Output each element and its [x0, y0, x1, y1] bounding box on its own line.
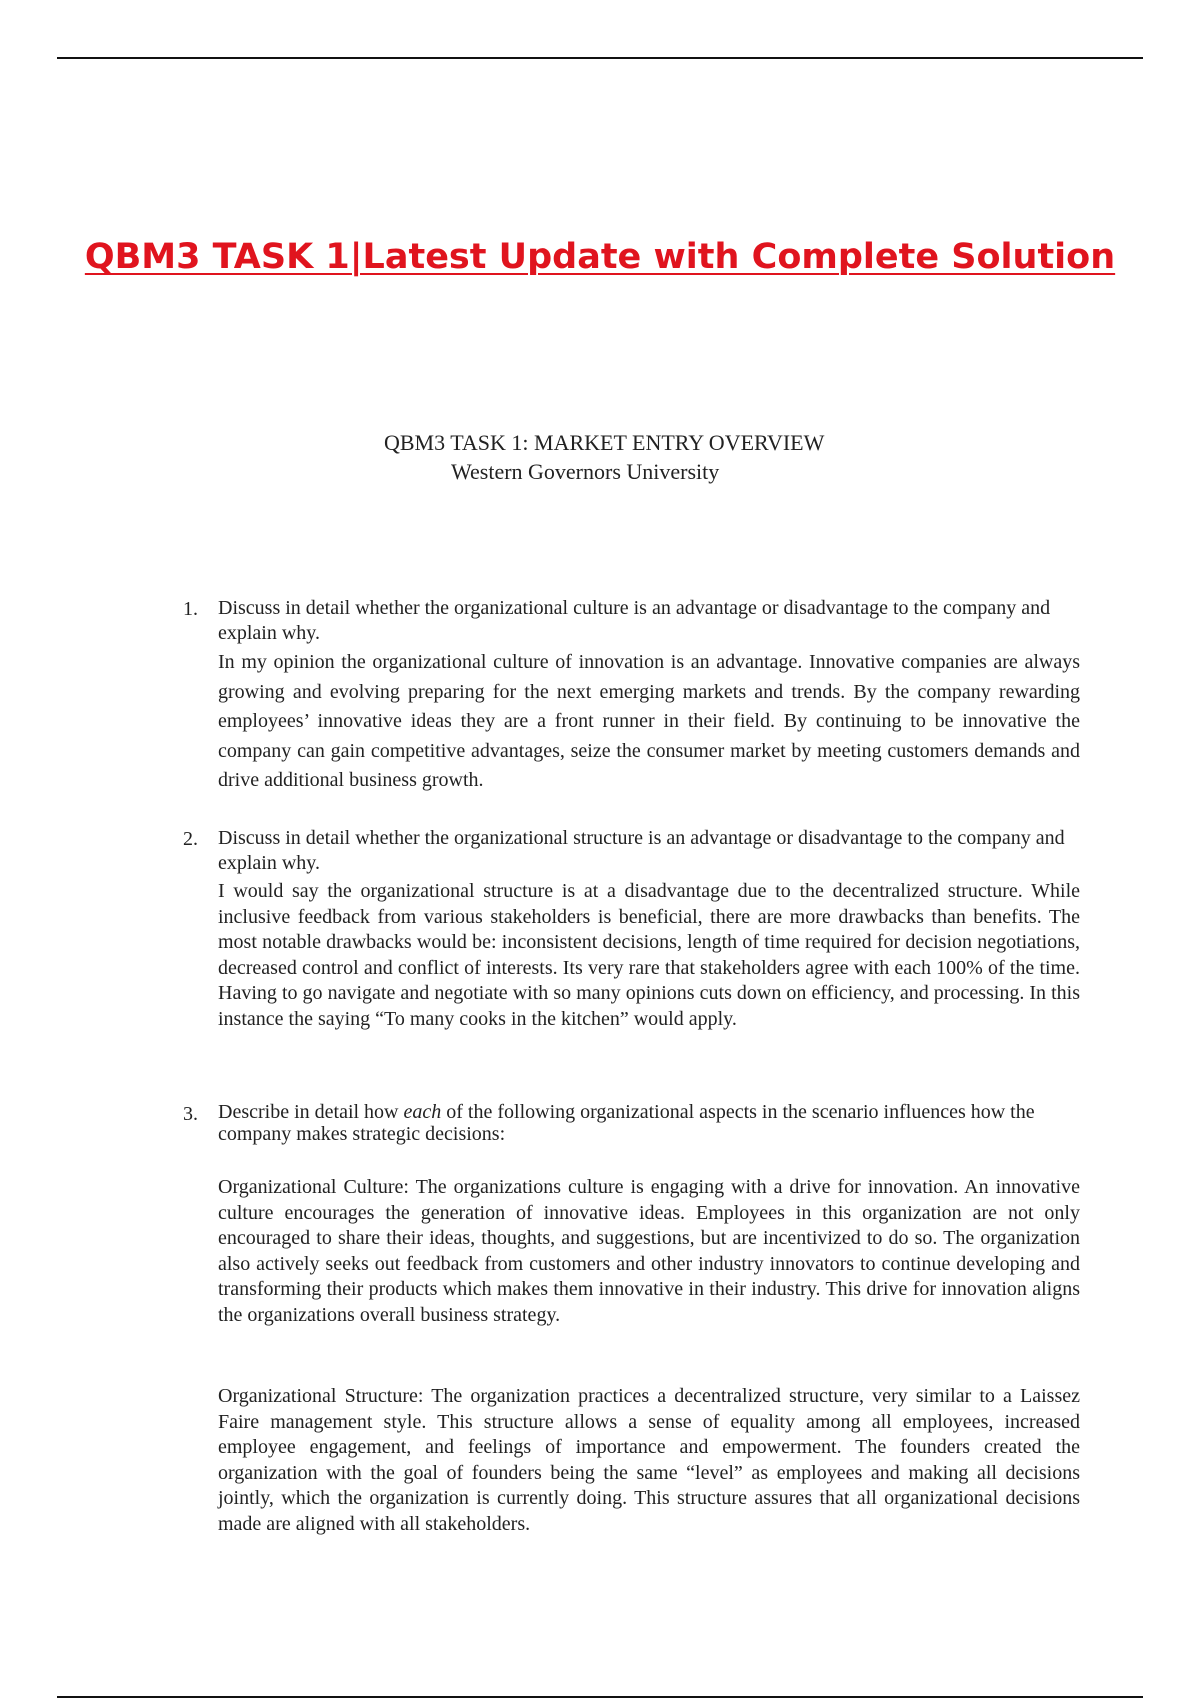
question-2-text: Discuss in detail whether the organizational structure is an advantage or disadvantage to the company and explain why.: [218, 827, 1065, 874]
question-3-text: [218, 1101, 1080, 1145]
answer-2-text: I would say the organizational structure is at a disadvantage due to the decentralized structure. While inclusive feedback from various stakeholders is beneficial, there are more drawbacks than benefits. The most notable drawbacks would be: inconsistent decisions, length of time required for decision negotiations, decreased control and conflict of interests. Its very rare that stakeholders agree with each 100% of the time. Having to go navigate and negotiate with so many opinions cuts down on efficiency, and processing. In this instance the saying “To many cooks in the kitchen” would apply.: [218, 880, 1080, 1030]
top-rule: [57, 57, 1143, 59]
question-3-text-start: Describe in detail how: [218, 1101, 404, 1123]
organizational-culture-paragraph: Organizational Culture: The organizations culture is engaging with a drive for innovation. An innovative culture encourages the generation of innovative ideas. Employees in this organization are not only encouraged to share their ideas, thoughts, and suggestions, but are incentivized to do so. The organization also actively seeks out feedback from customers and other industry innovators to continue developing and transforming their products which makes them innovative in their industry. This drive for innovation aligns the organizations overall business strategy.: [218, 1176, 1080, 1326]
document-title: QBM3 TASK 1: MARKET ENTRY OVERVIEW: [384, 430, 825, 455]
question-1-text: Discuss in detail whether the organizational culture is an advantage or disadvantage to the company and explain why.: [218, 597, 1051, 644]
question-3-text-end: of the following organizational aspects in the scenario influences how the company makes strategic decisions:: [218, 1101, 1035, 1145]
question-2-number: 2.: [183, 828, 198, 850]
bottom-rule: [57, 1696, 1143, 1698]
question-1-number: 1.: [183, 598, 198, 620]
banner-title: [0, 233, 1200, 281]
banner-title-text: QBM3 TASK 1|Latest Update with Complete Solution: [84, 237, 1116, 277]
answer-1-text: In my opinion the organizational culture of innovation is an advantage. Innovative companies are always growing and evolving preparing for the next emerging markets and trends. By the company rewarding employees’ innovative ideas they are a front runner in their field. By continuing to be innovative the company can gain competitive advantages, seize the consumer market by meeting customers demands and drive additional business growth.: [218, 651, 1080, 791]
document-subtitle: Western Governors University: [451, 459, 720, 484]
question-3-emphasis: each: [403, 1101, 442, 1123]
question-3-number: 3.: [183, 1103, 198, 1125]
organizational-structure-paragraph: Organizational Structure: The organization practices a decentralized structure, very similar to a Laissez Faire management style. This structure allows a sense of equality among all employees, increased employee engagement, and feelings of importance and empowerment. The founders created the organization with the goal of founders being the same “level” as employees and making all decisions jointly, which the organization is currently doing. This structure assures that all organizational decisions made are aligned with all stakeholders.: [218, 1385, 1080, 1535]
